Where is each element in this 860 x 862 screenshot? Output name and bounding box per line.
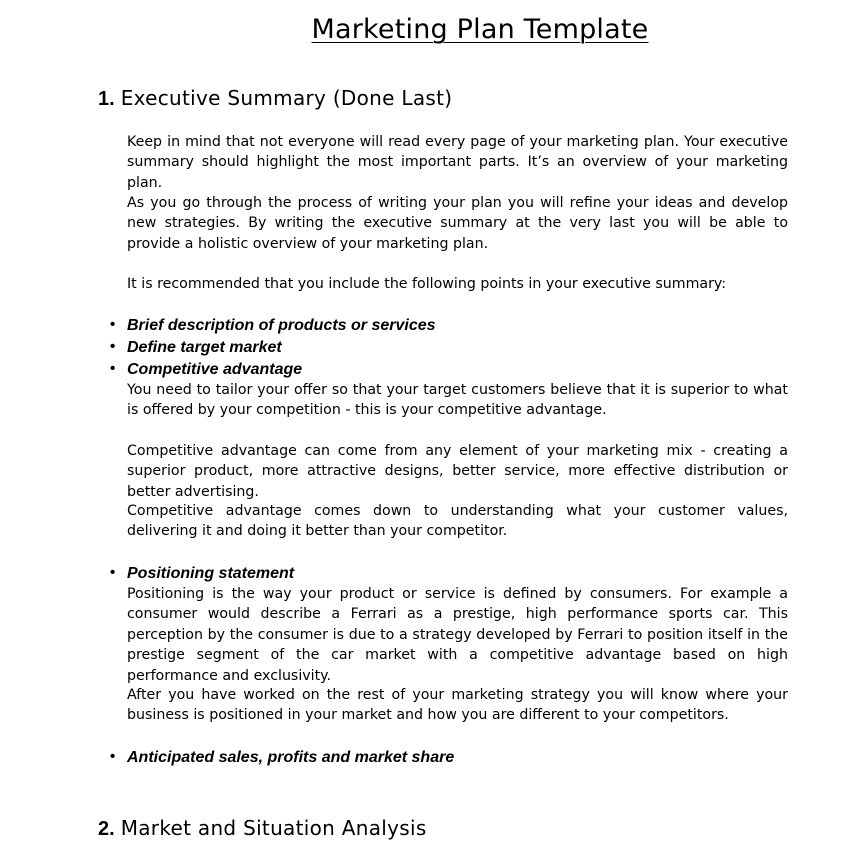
- bullet-icon: •: [110, 338, 116, 355]
- paragraph: As you go through the process of writing your plan you will refine your ideas and develop new strategies. By writing the executive summary at the very last you will be able to provide a holistic overview of your marketing plan.: [127, 195, 788, 252]
- bullet-icon: •: [110, 748, 116, 765]
- section-heading-executive-summary: [98, 86, 452, 111]
- bullet-label: Anticipated sales, profits and market share: [127, 749, 455, 766]
- section-title: Market and Situation Analysis: [120, 816, 427, 840]
- bullet-label: Competitive advantage: [127, 361, 303, 378]
- bullet-item: [110, 316, 790, 336]
- document-title: Marketing Plan Template: [311, 14, 649, 45]
- section-number: 2.: [98, 818, 115, 840]
- paragraph: It is recommended that you include the following points in your executive summary:: [127, 276, 727, 292]
- paragraph: Positioning is the way your product or service is defined by consumers. For example a consumer would describe a Ferrari as a prestige, high performance sports car. This perception by the consumer is due to a strategy developed by Ferrari to position itself in the prestige segment of the car market with a competitive advantage based on high performance and exclusivity.: [127, 586, 788, 684]
- section-number: 1.: [98, 88, 115, 110]
- bullet-icon: •: [110, 316, 116, 333]
- paragraph: Keep in mind that not everyone will read every page of your marketing plan. Your executive summary should highlight the most important parts. It’s an overview of your marketing plan.: [127, 134, 788, 191]
- bullet-icon: •: [110, 564, 116, 581]
- bullet-label: Define target market: [127, 339, 282, 356]
- paragraph: Competitive advantage comes down to understanding what your customer values, delivering it and doing it better than your competitor.: [127, 503, 788, 540]
- section-title: Executive Summary (Done Last): [120, 86, 453, 110]
- bullet-label: Positioning statement: [127, 565, 295, 582]
- bullet-label: Brief description of products or services: [127, 317, 436, 334]
- paragraph: Competitive advantage can come from any element of your marketing mix - creating a superior product, more attractive designs, better service, more effective distribution or better advertising.: [127, 443, 788, 500]
- bullet-item: [110, 360, 790, 380]
- bullet-item: [110, 748, 790, 768]
- bullet-item: [110, 564, 790, 584]
- paragraph: After you have worked on the rest of your marketing strategy you will know where your business is positioned in your market and how you are different to your competitors.: [127, 687, 788, 724]
- section-heading-market-analysis: [98, 816, 427, 841]
- bullet-item: [110, 338, 790, 358]
- paragraph: You need to tailor your offer so that your target customers believe that it is superior to what is offered by your competition - this is your competitive advantage.: [127, 382, 788, 419]
- bullet-icon: •: [110, 360, 116, 377]
